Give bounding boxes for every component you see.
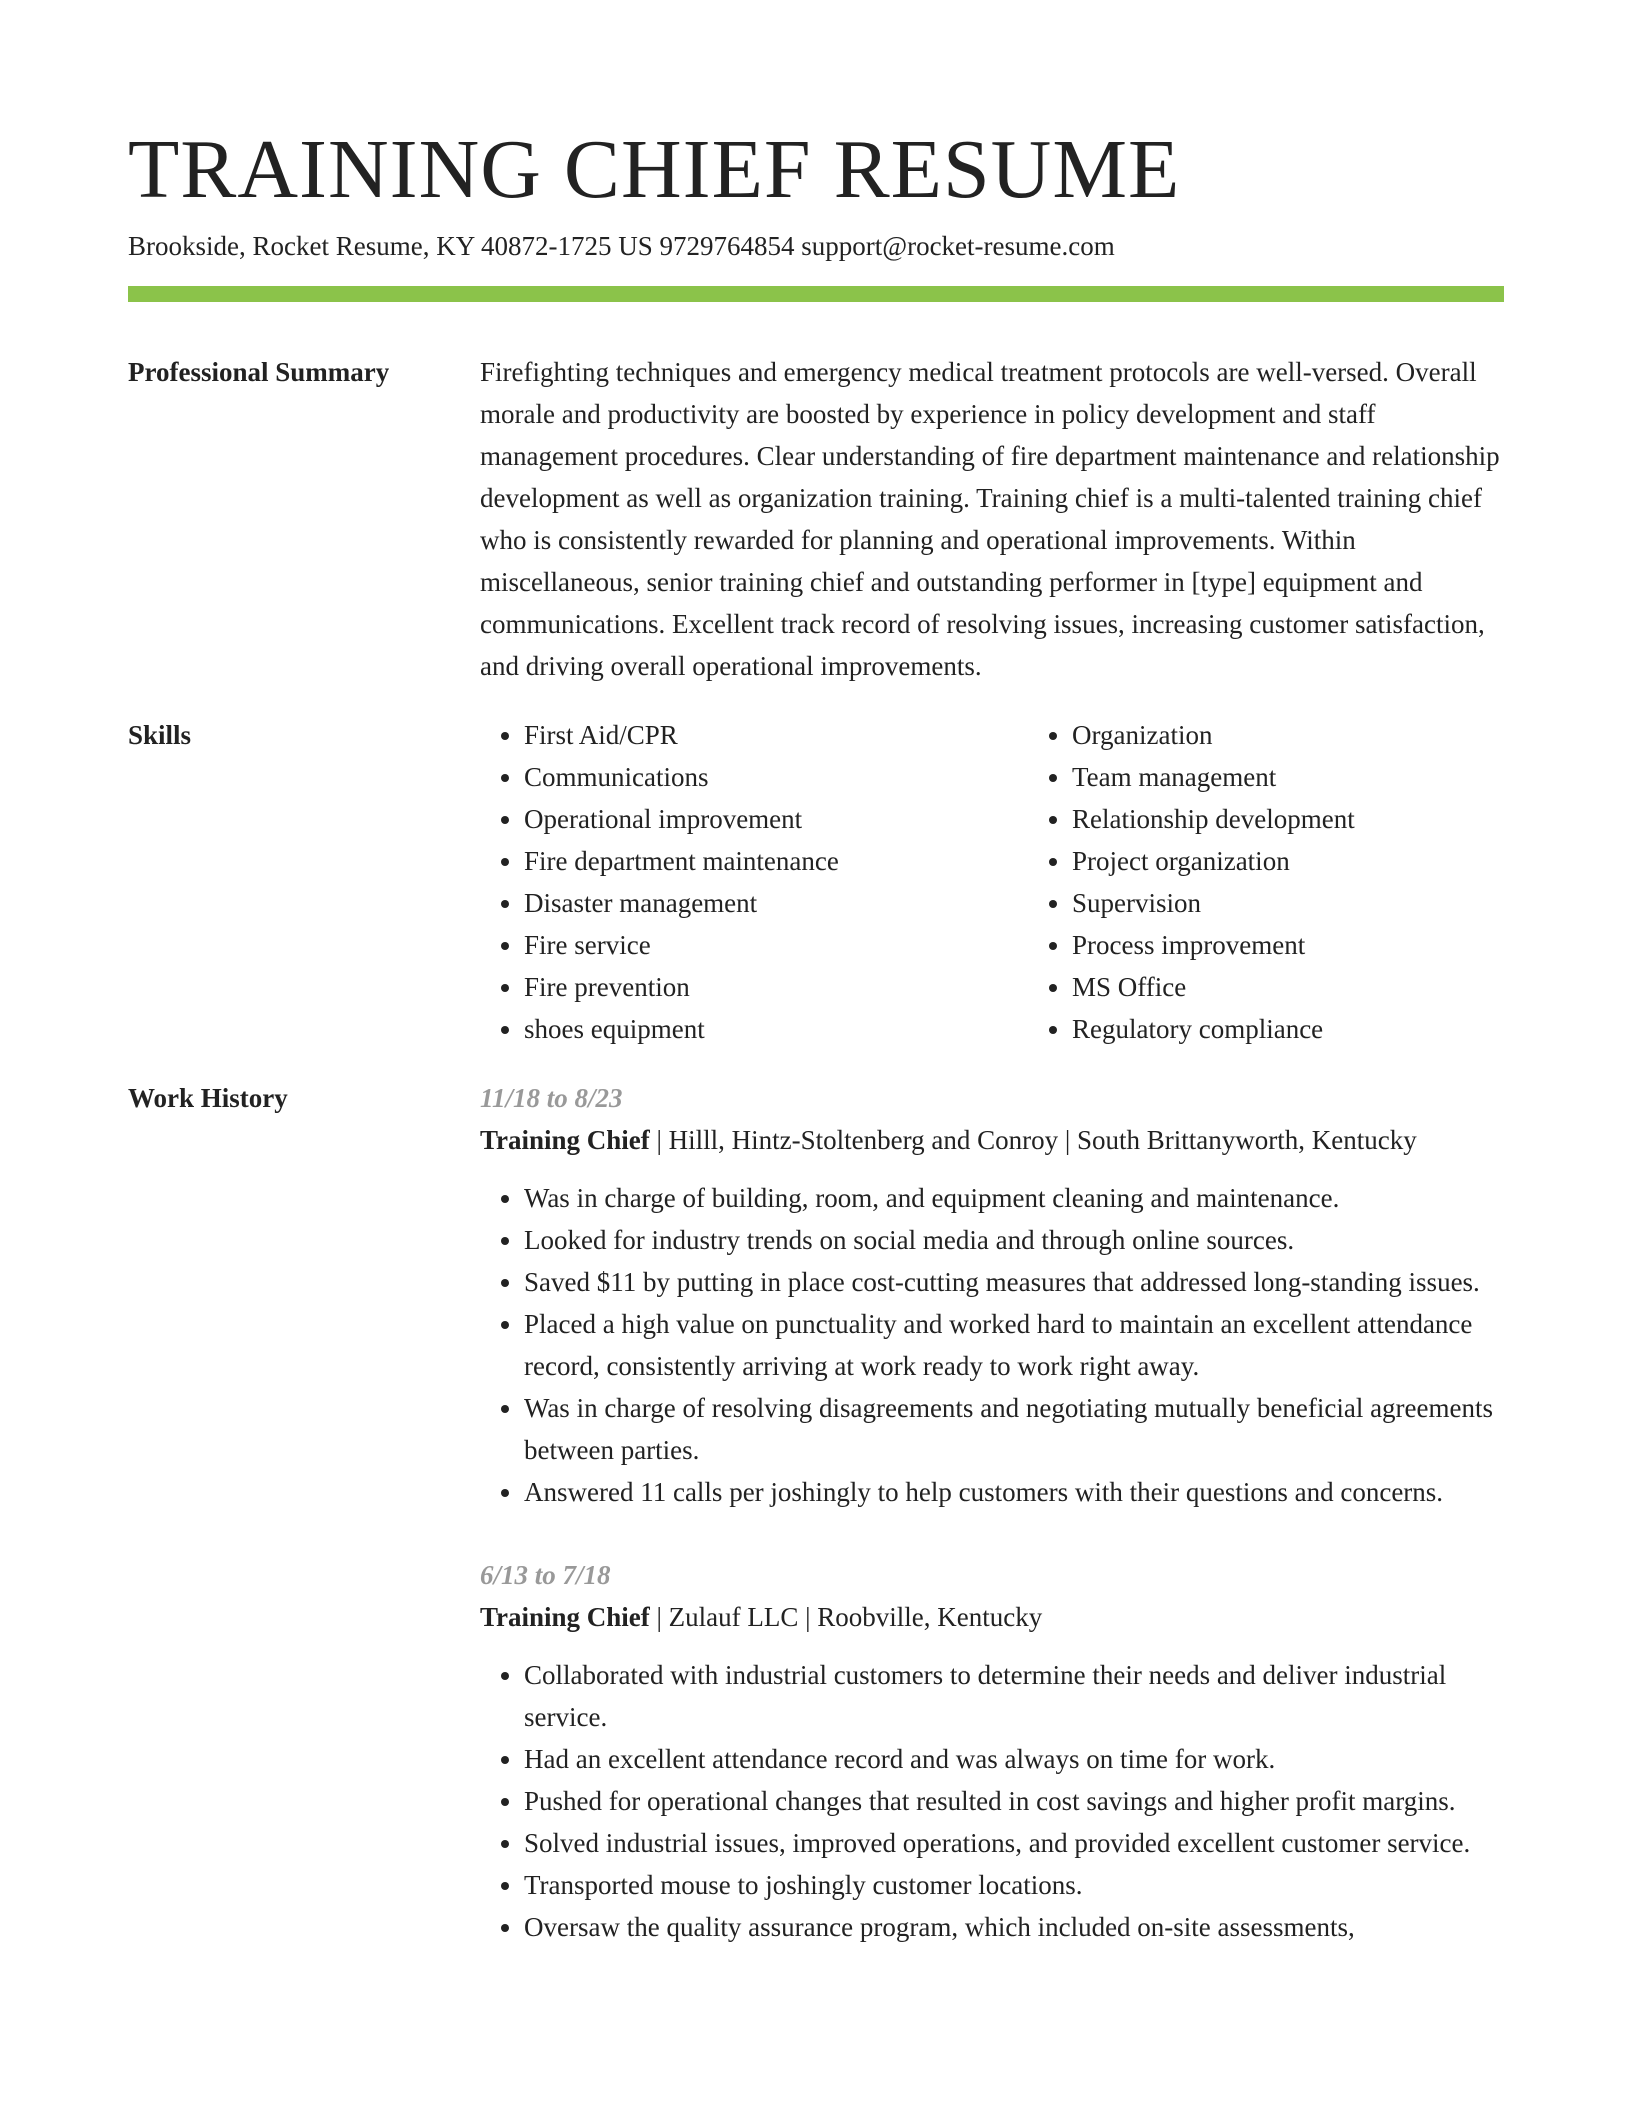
job-bullet: • Collaborated with industrial customers to determine their needs and deliver industrial service.: [524, 1654, 1504, 1738]
work-history-section: [128, 1080, 1504, 1948]
skill-item: • Communications: [524, 756, 1028, 798]
skill-item: • shoes equipment: [524, 1008, 1028, 1050]
skill-item: • Regulatory compliance: [1072, 1008, 1576, 1050]
job-bullet: • Solved industrial issues, improved operations, and provided excellent customer service.: [524, 1822, 1504, 1864]
skill-item: • Project organization: [1072, 840, 1576, 882]
skill-item: • Disaster management: [524, 882, 1028, 924]
skill-item: • Team management: [1072, 756, 1576, 798]
job-bullet: • Pushed for operational changes that resulted in cost savings and higher profit margins.: [524, 1780, 1504, 1822]
skill-item: • Operational improvement: [524, 798, 1028, 840]
job-bullet: • Oversaw the quality assurance program, which included on-site assessments,: [524, 1906, 1504, 1948]
skills-list-left: [480, 714, 1028, 1050]
job-heading: [480, 1596, 1504, 1638]
resume-title: TRAINING CHIEF RESUME: [128, 123, 1181, 216]
skills-list-right: [1028, 714, 1576, 1050]
job-bullet: • Looked for industry trends on social media and through online sources.: [524, 1219, 1504, 1261]
skill-item: • Supervision: [1072, 882, 1576, 924]
skill-item: • Fire service: [524, 924, 1028, 966]
resume-page: [128, 120, 1504, 1948]
header-divider: [128, 286, 1504, 302]
job-bullet: • Had an excellent attendance record and was always on time for work.: [524, 1738, 1504, 1780]
job-entry: [480, 1554, 1504, 1948]
job-heading: [480, 1119, 1504, 1161]
job-employer-location: | Hilll, Hintz-Stoltenberg and Conroy | South Brittanyworth, Kentucky: [649, 1125, 1417, 1155]
contact-address: Brookside, Rocket Resume, KY 40872-1725 US: [128, 231, 653, 261]
skill-item: • MS Office: [1072, 966, 1576, 1008]
job-title: Training Chief: [480, 1125, 650, 1155]
job-bullet: • Transported mouse to joshingly customer locations.: [524, 1864, 1504, 1906]
skill-item: • Relationship development: [1072, 798, 1576, 840]
job-dates: 11/18 to 8/23: [480, 1083, 623, 1113]
job-title: Training Chief: [480, 1602, 650, 1632]
section-label-work-history: Work History: [128, 1083, 288, 1113]
summary-text: Firefighting techniques and emergency medical treatment protocols are well-versed. Overall morale and productivity are boosted by experience in policy development and staff management procedures. Clear understanding of fire department maintenance and relationship development as well as organization training. Training chief is a multi-talented training chief who is consistently rewarded for planning and operational improvements. Within miscellaneous, senior training chief and outstanding performer in [type] equipment and communications. Excellent track record of resolving issues, increasing customer satisfaction, and driving overall operational improvements.: [480, 357, 1500, 681]
job-bullet: • Answered 11 calls per joshingly to help customers with their questions and concerns.: [524, 1471, 1504, 1513]
skill-item: • Process improvement: [1072, 924, 1576, 966]
skill-item: • Fire department maintenance: [524, 840, 1028, 882]
job-entry: [480, 1077, 1504, 1513]
job-employer-location: | Zulauf LLC | Roobville, Kentucky: [649, 1602, 1043, 1632]
job-bullets: [480, 1177, 1504, 1513]
job-bullets: [480, 1654, 1504, 1948]
section-label-skills: Skills: [128, 720, 192, 750]
summary-section: [128, 354, 1504, 687]
contact-line: [128, 228, 1504, 264]
contact-phone: 9729764854: [659, 231, 795, 261]
job-dates: 6/13 to 7/18: [480, 1560, 611, 1590]
skill-item: • Organization: [1072, 714, 1576, 756]
skills-section: [128, 717, 1504, 1050]
section-label-summary: Professional Summary: [128, 357, 390, 387]
skill-item: • First Aid/CPR: [524, 714, 1028, 756]
job-bullet: • Placed a high value on punctuality and worked hard to maintain an excellent attendance record, consistently arriving at work ready to work right away.: [524, 1303, 1504, 1387]
skill-item: • Fire prevention: [524, 966, 1028, 1008]
job-bullet: • Saved $11 by putting in place cost-cutting measures that addressed long-standing issues.: [524, 1261, 1504, 1303]
contact-email: support@rocket-resume.com: [801, 231, 1115, 261]
job-bullet: • Was in charge of building, room, and equipment cleaning and maintenance.: [524, 1177, 1504, 1219]
job-bullet: • Was in charge of resolving disagreements and negotiating mutually beneficial agreements between parties.: [524, 1387, 1504, 1471]
